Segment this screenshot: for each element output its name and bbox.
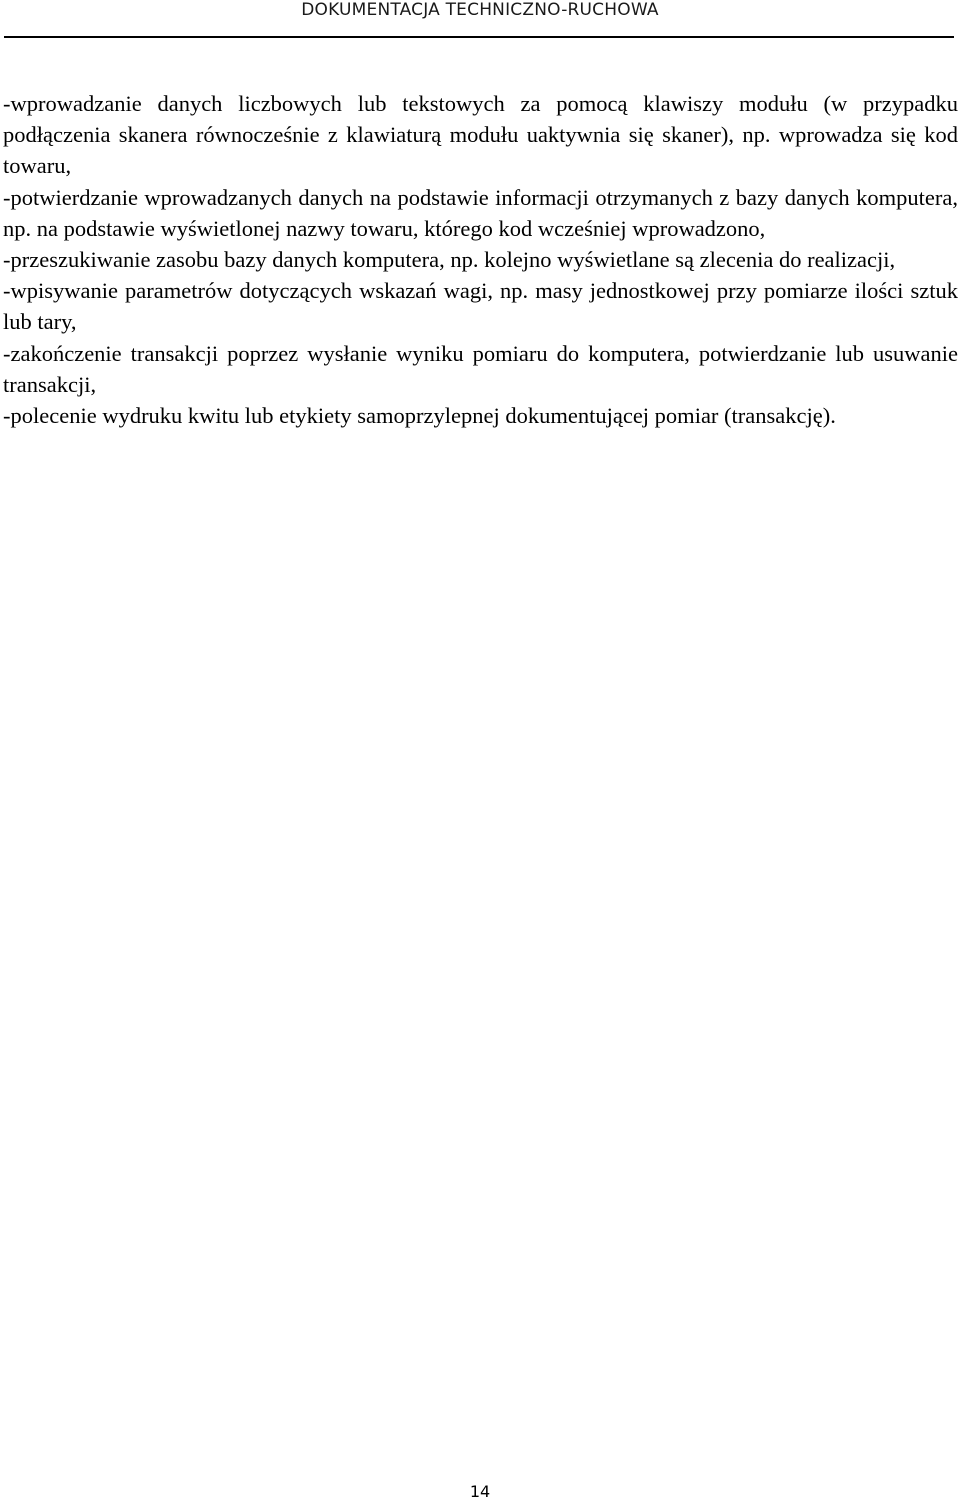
header-divider xyxy=(4,36,954,38)
paragraph-scale-parameters: -wpisywanie parametrów dotyczących wskazań wagi, np. masy jednostkowej przy pomiarze ilości sztuk lub tary, xyxy=(3,278,958,335)
paragraph-confirm-data: -potwierdzanie wprowadzanych danych na podstawie informacji otrzymanych z bazy danych komputera, np. na podstawie wyświetlonej nazwy towaru, którego kod wcześniej wprowadzono, xyxy=(3,184,958,241)
header-title: DOKUMENTACJA TECHNICZNO-RUCHOWA xyxy=(301,0,659,20)
paragraph-finish-transaction: -zakończenie transakcji poprzez wysłanie wyniku pomiaru do komputera, potwierdzanie lub usuwanie transakcji, xyxy=(3,340,958,397)
paragraph-print-label: -polecenie wydruku kwitu lub etykiety samoprzylepnej dokumentującej pomiar (transakcję). xyxy=(3,403,836,429)
page-header xyxy=(0,0,960,40)
paragraph-data-entry: -wprowadzanie danych liczbowych lub tekstowych za pomocą klawiszy modułu (w przypadku podłączenia skanera równocześnie z klawiaturą modułu uaktywnia się skaner), np. wprowadza się kod towaru, xyxy=(3,91,958,179)
page-number: 14 xyxy=(469,1482,491,1501)
body-text xyxy=(3,88,958,431)
paragraph-search-database: -przeszukiwanie zasobu bazy danych komputera, np. kolejno wyświetlane są zlecenia do realizacji, xyxy=(3,247,896,273)
